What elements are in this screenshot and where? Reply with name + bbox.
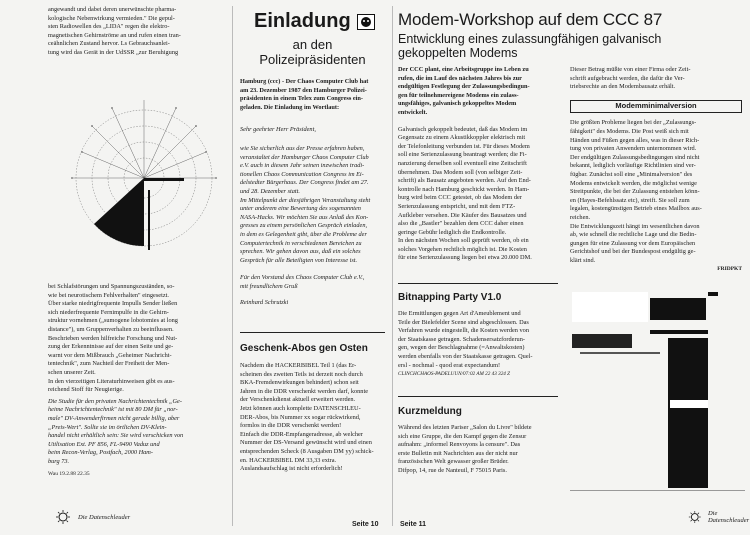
text-line: sich niederfrequente Fernimpulfe in die Gehirn- (48, 308, 169, 316)
text-line: Utilisation Ext. PF 856, FL-9490 Vaduz und (48, 440, 160, 448)
text-line: struktur vornehmen („sumogene lobotomies at long (48, 317, 178, 325)
text-line: tung wird das Gerät in der UdSSR „zur Beruhigung (48, 48, 179, 56)
einladung-intro (240, 78, 385, 112)
logo-text: Die Datenschleuder (78, 513, 131, 521)
text-line: geringe Gebühr lediglich die Endkontrolle. (398, 228, 507, 236)
geschenk-title: Geschenk-Abos gen Osten (240, 343, 368, 354)
text-line: In den vierzeitigen Literaturhinweisen gibt es aus- (48, 377, 175, 385)
salutation: Sehr geehrter Herr Präsident, (240, 126, 316, 134)
einladung-subtitle-2: Polizeipräsidenten (259, 52, 366, 67)
text-line: Computertechnik in verschiedenen Bereichen zu (240, 239, 362, 247)
kurz-text (398, 424, 560, 476)
left-footnote: Wau 19.2.88 22.35 (48, 471, 90, 478)
minimal-text (570, 119, 742, 265)
einladung-title: Einladung (254, 10, 351, 32)
text-line: Einfach die DDR-Empfangeradresse, ab welcher (240, 430, 363, 438)
section-rule (240, 332, 385, 333)
text-line: wie Sie sicherlich aus der Presse erfahren haben, (240, 144, 365, 152)
left-mid-text (48, 283, 226, 479)
modem-right-top (570, 66, 742, 92)
kurz-title: Kurzmeldung (398, 406, 462, 417)
text-line: präsidenten in einem Telex zum Congress ein- (240, 95, 364, 103)
text-line: en (Hayes-Befehlssatz etc), streift. Sie soll zum (570, 196, 690, 204)
text-line: tionellen Chaos Communication Congress im Ei- (240, 170, 364, 178)
minimal-sign: FRIDPKT (717, 266, 742, 273)
text-line: angewandt und dabei deren unerwünschte pharma- (48, 6, 177, 13)
text-line: sich eine Gruppe, die den Kampf gegen die Zensur (398, 432, 527, 440)
text-line: also die „Bastler" bezahlen dem CCC daher einen (398, 220, 524, 228)
text-line: fügbar. Zunächst soll eine „Minimalversion" des (570, 170, 693, 178)
text-line: Der endgültigen Zulassungsbedingungen sind nicht (570, 153, 700, 161)
text-line: Aufkleber versehen. Die Käufer des Bausatzes und (398, 211, 527, 219)
text-line: der Telefonleitung verbunden ist. Für dieses Modem (398, 142, 530, 150)
text-line: ungsfähiges, galvanisch gekoppeltes Modem (398, 100, 517, 108)
modem-body (398, 66, 558, 263)
text-line: endgültigen Festlegung der Zulassungsbedingun- (398, 83, 530, 91)
modem-intro (398, 66, 558, 118)
text-line: BKA-Fremdenwirkungen behindert) schon seit (240, 379, 359, 387)
text-line: Im Mittelpunkt der diesjährigen Veranstaltung steht (240, 196, 371, 204)
text-line: der Verschenkdienst aktuell erweitert werden. (240, 396, 356, 404)
text-line: Nachdem die HACKERBIBEL Teil 1 (das Er- (240, 362, 357, 369)
einladung-header (240, 10, 385, 67)
text-line: burg wird beim CCC getestet, ob das Modem der (398, 194, 522, 202)
text-line: wie bei neurotischem Fehlverhalten" eingesetzt. (48, 291, 169, 299)
text-line: Über starke niedrigfrequente Impulls Sender ließen (48, 300, 178, 308)
closing-2: mit freundlichem Gruß (240, 282, 298, 290)
text-line: französischen Welt gewasser großer Brüder. (398, 458, 509, 466)
left-italic-lines (48, 398, 226, 467)
text-line: handel nicht erhältlich sein: Sie wird verschicken von (48, 432, 184, 440)
text-line: nanzierung derselben soll eventuell eine Zeitschrift (398, 159, 527, 167)
text-line: Teile der Bielefelder Scene sind abgeschlossen. Das (398, 318, 529, 326)
text-line: schen unserer Zeit. (48, 368, 96, 376)
text-line: Gerichtshof und bei der Bundespost endgültig ge- (570, 248, 696, 256)
closing-1: Für den Vorstand des Chaos Computer Club e.V., (240, 274, 365, 282)
text-line: gresses zu einem persönlichen Gespräch einladen, (240, 222, 368, 230)
text-line: unter anderem eine Bewertung des sogenannten (240, 205, 361, 213)
text-line: e.V. auch in diesem Jahr seinen inzwischen tradi- (240, 162, 365, 170)
left-top-text (48, 6, 226, 58)
text-line: bekannt, lediglich vorläufige Richtlinien sind ver- (570, 162, 696, 170)
text-line: NASA-Hacks. Wir möchten Sie aus Anlaß des Kon- (240, 213, 369, 221)
text-line: klärt sind. (570, 256, 596, 264)
text-line: Verfahren wurde eingestellt, die Kosten werden von (398, 327, 529, 335)
logo-text: Die Datenschleuder (707, 510, 750, 524)
bitnap-title: Bitnapping Party V1.0 (398, 292, 502, 303)
left-top-lines (48, 6, 226, 58)
text-line: Difpop, 14, rue de Nanteuil, F 75015 Paris. (398, 466, 507, 474)
text-line: „Preis-Wert". Sollte sie im örtlichen DV-Klein- (48, 423, 167, 431)
text-line: scheinen des zweiten Teils ist derzeit noch durch (240, 370, 363, 378)
text-line: für eine Serienzulassung liegen bei etwa 20.000 DM. (398, 254, 532, 262)
letter-text (240, 145, 385, 265)
text-line: en. HACKERBIBEL DM 33,33 extra. (240, 456, 337, 464)
text-line: Der CCC plant, eine Arbeitsgruppe ins Leben zu (398, 66, 529, 73)
text-line: kologische Nebenwirkung vermieden." Die gepul- (48, 14, 175, 22)
text-line: DER-Abos, bis Nummer xx sogar rückwirkend, (240, 413, 361, 421)
text-line: Jetzt können auch komplette DATENSCHLEU- (240, 404, 361, 412)
text-line: Die Ermittlungen gegen Art d'Ameublement und (398, 310, 521, 317)
geschenk-text (240, 362, 385, 474)
modem-subtitle-2: gekoppelten Modems (398, 46, 518, 60)
text-line: zung der Erkenntnisse auf der einen Seite und ge- (48, 343, 174, 351)
page-number-10: Seite 10 (352, 521, 379, 528)
text-line: gen für teilnehmereigene Modems ein zulass- (398, 91, 519, 99)
text-line: Beschrieben werden hilfreiche Forschung und Nut- (48, 334, 178, 342)
bitnap-rule (398, 283, 558, 284)
text-line: Gegensatz zu einem Akustikkoppler elektrisch mit (398, 134, 526, 142)
bitnap-text (398, 310, 560, 370)
text-line: Galvanisch gekoppelt bedeutet, daß das Modem im (398, 125, 528, 133)
text-line: ersl - nochmal - quod erat expectandum! (398, 361, 501, 369)
text-line: Die Studie für den privaten Nachrichtentechnik „Ge- (48, 397, 182, 405)
minimal-header-box (570, 100, 742, 114)
text-line: veranstaltet der Hamburger Chaos Computer Club (240, 153, 369, 161)
text-line: triebsrechte an den Modembausatz erhält. (570, 83, 676, 91)
text-line: und 28. Dezember statt. (240, 187, 300, 195)
text-line: Modems entwickelt werden, die möglichst wenige (570, 179, 697, 187)
radial-diagram (52, 60, 222, 280)
text-line: ceähnlichen Zustand hervor. Ls Gebrauchsanlei- (48, 40, 170, 48)
text-line: rufen, die im Lauf des nächsten Jahres bis zur (398, 74, 522, 82)
kurz-section (398, 406, 560, 476)
modem-subtitle-1: Entwicklung eines zulassungfähigen galvanisch (398, 32, 662, 46)
radial-diagram-svg (52, 60, 222, 280)
page-number-11: Seite 11 (400, 521, 427, 528)
modem-body-text (398, 126, 558, 264)
text-line: erste Bulletin mit Nachrichten aus der nicht nur (398, 449, 518, 457)
minimal-title: Modemminimalversion (615, 100, 697, 110)
text-line: kontrolle nach Hamburg geschickt werden. In Ham- (398, 185, 530, 193)
text-line: aufnahm: „informel Renvoyons la censure". Das (398, 441, 521, 449)
datenschleuder-logo-right (688, 510, 750, 524)
text-line: sprechen. Wir gehen davon aus, daß ein solches (240, 248, 361, 256)
modem-title: Modem-Workshop auf dem CCC 87 (398, 10, 663, 29)
text-line: fähigkeit" des Modems. Die Post weiß sich mit (570, 127, 689, 135)
text-line: werden ebenfalls von der Staatskasse getragen. Quel- (398, 352, 533, 360)
text-line: Die größten Probleme liegen bei der „Zulassungs- (570, 119, 697, 127)
text-line: entwickelt. (398, 108, 428, 116)
ccc-emblem-icon (357, 14, 375, 30)
gutter-2 (392, 6, 393, 526)
text-line: schrift aufgebracht werden, die dafür die Ver- (570, 74, 685, 82)
text-line: übernehmen. Das Modem soll (von selbiger Zeit- (398, 168, 523, 176)
text-line: Serienzulassung entspricht, und mit dem FTZ- (398, 202, 516, 210)
text-line: male" DV-Anwenderfirmen nicht gerade billig, aber (48, 414, 180, 422)
sun-logo-icon (55, 510, 75, 524)
text-line: beim Recon-Verlag, Postfach, 2000 Ham- (48, 449, 153, 457)
text-line: tung von privaten Anwendern unternommen wird. (570, 145, 697, 153)
einladung-body (240, 78, 385, 308)
kurz-rule (398, 396, 558, 397)
text-line: burg 73. (48, 457, 70, 465)
text-line: formlos in die DDR verschenkt werden! (240, 422, 342, 430)
abstract-graphic-svg (570, 290, 745, 510)
text-line: Händen und Füßen gegen alles, was in dieser Rich- (570, 136, 700, 144)
text-line: geladen. Die Einladung im Wortlaut: (240, 103, 340, 111)
text-line: entsprechenden Scheck (8 Ausgaben DM yy) schick- (240, 447, 374, 455)
text-line: schrift) als Bausatz angeboten werden. Auf den End- (398, 177, 531, 185)
text-line: magnetischen Gehirnströme an und rufen einen tran- (48, 31, 181, 39)
text-line: in dem es Gelegenheit gibt, über die Probleme der (240, 230, 367, 238)
left-mid-lines (48, 283, 226, 395)
text-line: Jahren in die DDR verschenkt werden darf, konnte (240, 387, 368, 395)
text-line: Die Entwicklungszeit hängt im wesentlichen davon (570, 222, 700, 230)
einladung-subtitle-1: an den (292, 37, 333, 52)
text-line: legalen, kostengünstigen Betrieb eines Mailbox aus- (570, 205, 702, 213)
text-line: am 23. Dezember 1987 den Hamburger Polizei- (240, 86, 367, 94)
text-line: Hamburg (ccc) - Der Chaos Computer Club hat (240, 78, 369, 85)
text-line: heime Nachrichtentechnik" ist mit 80 DM für „nor- (48, 406, 178, 414)
bitnap-section (398, 292, 560, 379)
datenschleuder-logo-left (55, 510, 130, 524)
text-line: delstedter Bürgerhaus. Der Congress findet am 27. (240, 179, 369, 187)
text-line: reichend Stoff für Neugierige. (48, 386, 124, 394)
text-line: reichen. (570, 213, 591, 221)
bitnap-code: CLINCHCHAOS-PADELUUN/07:02 AM 22 43 324 Z (398, 371, 511, 378)
text-line: Während des letzten Pariser „Salon du Livre" bildete (398, 424, 532, 431)
text-line: sten Radiowellen des „LIDA" regen die elektro- (48, 23, 170, 31)
modem-header (398, 10, 748, 60)
abstract-graphic (570, 290, 745, 510)
text-line: Dieser Betrag müßte von einer Firma oder Zeit- (570, 66, 691, 73)
text-line: Streitpunkte, die bei der Zulassung entstehen könn- (570, 188, 700, 196)
geschenk-section (240, 343, 385, 474)
text-line: soll eine Serienzulassung beantragt werden; die Fi- (398, 151, 527, 159)
modem-right-col (570, 66, 742, 274)
text-line: bei Schlafstörungen und Spannungszuständen, so- (48, 283, 175, 290)
text-line: gen, wegen der Beschlagnahme (=Anwaltskosten) (398, 344, 525, 352)
text-line: solches Vorgehen rechtlich möglich ist. Die Kosten (398, 245, 527, 253)
sun-logo-icon (688, 510, 705, 524)
text-line: distance"), um Gruppenverhalten zu beeinflussen. (48, 325, 174, 333)
text-line: warnt vor dem Mißbrauch „Geheimer Nachricht- (48, 351, 172, 359)
text-line: der Staatskasse getragen. Schadensersatzforderun- (398, 335, 525, 343)
text-line: tentechnik", zum Nachteil der Freiheit der Men- (48, 360, 170, 368)
text-line: Gespräch für alle Beteiligten von Interesse ist. (240, 256, 358, 264)
text-line: gungen für eine Zulassung vor dem Europäischen (570, 239, 696, 247)
gutter-1 (232, 6, 233, 526)
signature: Reinhard Schrutzki (240, 299, 289, 307)
text-line: In den nächsten Wochen soll geprüft werden, ob ein (398, 237, 529, 245)
text-line: Nummer der DS-Versand gewünscht wird und einen (240, 439, 372, 447)
text-line: ab, wie schnell die rechtliche Lage und die Bedin- (570, 231, 697, 239)
text-line: Auslandsaufschlag ist nicht erforderlich! (240, 465, 343, 473)
